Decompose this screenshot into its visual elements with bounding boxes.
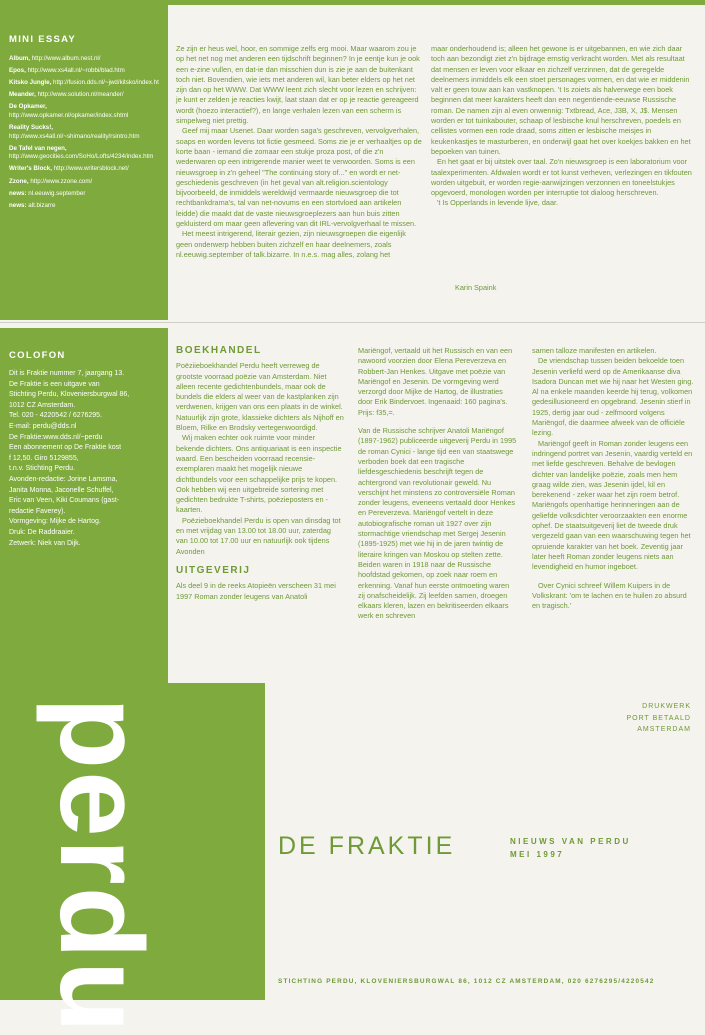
colofon-line: t.n.v. Stichting Perdu. — [9, 465, 76, 473]
link-item[interactable] — [9, 190, 165, 199]
port-betaald-line: PORT BETAALD — [626, 714, 691, 722]
colofon-line: E-mail: perdu@dds.nl — [9, 422, 77, 430]
link-url[interactable]: http://www.zzone.com/ — [30, 177, 93, 185]
link-item[interactable] — [9, 145, 165, 162]
colofon-line: Janita Monna, Jaconelle Schuffel, — [9, 486, 114, 494]
link-item[interactable] — [9, 165, 165, 174]
link-url[interactable]: http://www.xs4all.nl/~shimano/reality/rsintro.htm — [9, 132, 140, 140]
link-name: De Tafel van negen, — [9, 144, 67, 152]
link-name: news: — [9, 189, 27, 197]
masthead-subtitle-block — [510, 835, 631, 861]
uitgeverij-column-3 — [358, 346, 518, 622]
masthead-title: DE FRAKTIE — [278, 832, 456, 860]
link-name: Kitsko Jungle, — [9, 79, 52, 87]
colofon-line: Stichting Perdu, Kloveniersburgwal 86, — [9, 391, 130, 399]
link-item[interactable] — [9, 103, 165, 120]
paragraph: De vriendschap tussen beiden bekoelde toen Jesenin verliefd werd op de Amerikaanse diva Isadora Duncan met wie hij naar het Westen ging. Al na enkele maanden keerde hij terug, volkomen gedesillusioneerd en opgebrand. Jesenin stierf in 1925, dertig jaar oud - zelfmoord volgens Mariëngof, die daarmee afweek van de officiële lezing. — [532, 356, 694, 438]
fold-line — [0, 322, 705, 323]
uitgeverij-column-4 — [532, 346, 694, 611]
essay-column-1 — [176, 44, 422, 260]
colofon-line: Een abonnement op De Fraktie kost — [9, 444, 122, 452]
paragraph: Wij maken echter ook ruimte voor minder bekende dichters. Ons antiquariaat is een inspectie waard. Een bescheiden voorraad recensie-exemplaren maakt het mogelijk nieuwe dichtbundels voor een schappelijke prijs te kopen. Ook hebben wij een uitgebreide sortering met gedichten bedrukte T-shirts, poëzieposters en -kaarten. — [176, 433, 342, 515]
mini-essay-sidebar — [0, 0, 168, 320]
boekhandel-title: BOEKHANDEL — [176, 345, 262, 356]
essay-author: Karin Spaink — [455, 283, 497, 292]
link-url[interactable]: http://www.writersblock.net/ — [53, 165, 129, 173]
link-item[interactable] — [9, 67, 165, 76]
masthead-date: MEI 1997 — [510, 850, 565, 859]
colofon-line: De Fraktie is een uitgave van — [9, 380, 100, 388]
paragraph: maar onderhoudend is; alleen het gewone is er uitgebannen, en wie zich daar toch aan bezondigt ziet z'n bijdrage ernstig verkracht worden. Met als resultaat dat mensen er leven voor elkaar en zichzelf verzinnen, dat de geregelde deelnemers inmiddels elk een stoet personages vormen, en dat wie er middenin valt er geen touw aan kan vastknopen. 't Is zoiets als halverwege een boek beginnen dat meer karakters heeft dan een negentiende-eeuwse Russische roman. De namen zijn al even onwennig: Txtbread, Ace, J3B, X, J$. Mensen worden er tot tuinkabouter, schaap of lesbische knul herschreven, poedels en cellistes vormen een rode draad, soms zitten er lesbische meisjes in keukenkastjes te masturberen, en onderwijl gaat het over koekjes bakken en het bepoeken van tuinen. — [431, 44, 691, 156]
paragraph: Mariëngof, vertaald uit het Russisch en van een nawoord voorzien door Elena Pereverzeva en Robbert-Jan Henkes. Uitgave met poëzie van Mariëngof en Jesenin. De vormgeving werd verzorgd door Mijke de Hartog, de illustraties door Erik Bindervoet. Ingenaaid: 160 pagina's. Prijs: f35,=. — [358, 346, 513, 417]
colofon-line: Tel. 020 - 4220542 / 6276295. — [9, 412, 103, 420]
amsterdam-line: AMSTERDAM — [637, 726, 691, 733]
top-band — [168, 0, 705, 5]
link-url[interactable]: http://www.opkamer.nl/opkamer/index.shtml — [9, 111, 129, 119]
uitgeverij-title: UITGEVERIJ — [176, 564, 251, 576]
link-name: De Opkamer, — [9, 103, 47, 111]
link-name: Album, — [9, 55, 30, 62]
link-url[interactable]: http://www.geocities.com/SoHo/Lofts/4234/index.htm — [9, 153, 154, 161]
paragraph: Mariëngof geeft in Roman zonder leugens een indringend portret van Jesenin, vaardig verteld en met liefde geschreven. Behalve de bevlogen dichter van landelijke poëzie, zoals men hem graag wilde zien, was Jesenin ijdel, kil en berekenend - zeker waar het zijn roem betrof. Mariëngofs openhartige herinneringen aan de geliefde volksdichter veroorzaakten een enorme ophef. De staatsuitgeverij liet de tweede druk vergezeld gaan van een waarschuwing tegen het opruiende karakter van het boek. Zeventig jaar later heeft Roman zonder leugens niets aan levendigheid en humor ingeboet. — [532, 438, 693, 572]
colofon-line: De Fraktie:www.dds.nl/~perdu — [9, 433, 103, 441]
link-url[interactable]: alt.bizarre — [28, 201, 56, 209]
link-name: Meander, — [9, 91, 36, 99]
colofon-line: Vormgeving: Mijke de Hartog. — [9, 518, 101, 526]
perdu-logo: perdu — [35, 697, 167, 1035]
link-url[interactable]: http://www.xs4all.nl/~robbi/blad.htm — [27, 67, 125, 75]
link-item[interactable] — [9, 55, 165, 64]
paragraph: Het meest intrigerend, literair gezien, zijn nieuwsgroepen die eigenlijk geen onderwerp hebben buiten zichzelf en haar deelnemers, zoals nl.eeuwig.september of talk.bizarre. In n.e.s. mag alles, zolang het — [176, 229, 406, 259]
link-url[interactable]: http://www.solution.nl/meander/ — [37, 91, 124, 99]
link-name: Writer's Block, — [9, 165, 52, 173]
link-item[interactable] — [9, 91, 165, 100]
link-name: news: — [9, 201, 27, 209]
link-item[interactable] — [9, 124, 165, 141]
colofon-sidebar — [0, 328, 168, 683]
colofon-text — [9, 369, 165, 549]
paragraph: Poëzieboekhandel Perdu is open van dinsdag tot en met vrijdag van 13.00 tot 18.00 uur, zaterdag van 10.00 tot 17.00 uur en natuurlijk ook tijdens Avonden — [176, 515, 341, 556]
colofon-line: Avonden-redactie: Jorine Lamsma, — [9, 475, 118, 483]
paragraph: 't Is Opperlands in levende lijve, daar. — [437, 198, 559, 208]
link-name: Epos, — [9, 67, 26, 75]
paragraph: samen talloze manifesten en artikelen. — [532, 346, 657, 355]
logo-panel — [0, 683, 265, 1035]
link-item[interactable] — [9, 178, 165, 187]
link-item[interactable] — [9, 202, 165, 211]
colofon-line: redactie Faverey). — [9, 507, 66, 515]
link-list — [9, 55, 165, 214]
paragraph: Poëziieboekhandel Perdu heeft verreweg de grootste voorraad poëzie van Amsterdam. Niet alleen recente gedichtenbundels, maar ook de bundels die elders al weer van de kastplanken zijn verdwenen, krijgen van ons een plaats in de winkel. Natuurlijk zijn grote, klassieke dichters als Nijhoff en Bloem, Rilke en Brodsky vertegenwoordigd. — [176, 361, 344, 433]
colofon-line: Druk: De Raddraaier. — [9, 528, 75, 536]
paragraph: En het gaat er bij uitstek over taal. Zo'n nieuwsgroep is een laboratorium voor taalexperimenten. Afdwalen wordt er tot kunst verheven, verlezingen en tikfouten worden uitgebuit, er worden regie-aanwijzingen verzonnen en toneelstukjes opgevoerd, monologen worden per interruptie tot dialoog herschreven. — [431, 157, 692, 198]
uitgeverij-intro: Als deel 9 in de reeks Atopieën verscheen 31 mei 1997 Roman zonder leugens van Anatoli — [176, 581, 336, 601]
boekhandel-text — [176, 361, 344, 557]
footer-address: STICHTING PERDU, KLOVENIERSBURGWAL 86, 1012 CZ AMSTERDAM, 020 6276295/4220542 — [278, 978, 655, 985]
link-name: Zzone, — [9, 177, 29, 185]
essay-column-2 — [431, 44, 693, 209]
boekhandel-section — [176, 346, 344, 602]
link-url[interactable]: http://fusion.dds.nl/~jwd/kitsko/index.ht — [53, 79, 159, 87]
colofon-line: f 12,50. Giro 5129855, — [9, 454, 79, 462]
link-item[interactable] — [9, 79, 165, 88]
link-url[interactable]: http://www.album.nest.nl/ — [31, 55, 101, 62]
postage-mark — [626, 701, 691, 736]
colofon-line: Dit is Fraktie nummer 7, jaargang 13. — [9, 370, 125, 377]
colofon-line: Eric van Veen, Kiki Coumans (gast- — [9, 497, 120, 505]
paragraph: Over Cynici schreef Willem Kuipers in de Volkskrant: 'om te lachen en te huilen zo absurd en tragisch.' — [532, 580, 687, 611]
mini-essay-title: MINI ESSAY — [9, 34, 77, 45]
link-url[interactable]: nl.eeuwig.september — [28, 189, 86, 197]
paragraph: Geef mij maar Usenet. Daar worden saga's geschreven, vervolgverhalen, soaps en worden levens tot fictie gesmeed. Soms zie je er verhaaltjes op de korte baan - iemand die zomaar een stukje proza post, of die z'n wederwaren op een intrigerende manier weet te verwoorden. Soms is een nieuwsgroep in z'n geheel "The continuing story of..." en wordt er net-geschiedenis geschreven (in het geval van alt.religion.scientology bijvoorbeeld, de inmiddels wereldwijd vermaarde nieuwsgroep die tot rechtbankdrama's, tal van net-novums en een stortvloed aan artikelen leidde) die maakt dat de vaste nieuwsgroeplezers aan hun buis zitten gekluisterd om maar geen aflevering van dit IRL-vervolgverhaal te missen. — [176, 126, 422, 229]
paragraph: Ze zijn er heus wel, hoor, en sommige zelfs erg mooi. Maar waarom zou je op het net nog met anderen een tijdschrift beginnen? In je eentje kun je ook een e-zine vullen, en dat-ie dan misschien dun is zie je aan de buitenkant toch niet. Bovendien, wie iets met anderen wil, kan beter elders op het net zijn dan op het WWW. Dat WWW leent zich slecht voor lezen en schrijven: je kunt er zelden je reacties kwijt, laat staan dat er op je reactie gereageerd wordt (hoezo interactief?), en lange verhalen lezen van een scherm is simpelweg niet prettig. — [176, 44, 420, 126]
drukwerk-line: DRUKWERK — [642, 703, 691, 710]
masthead-subtitle: NIEUWS VAN PERDU — [510, 837, 631, 846]
colofon-line: 1012 CZ Amsterdam. — [9, 401, 76, 409]
colofon-line: Zetwerk: Niek van Dijk. — [9, 539, 81, 547]
link-name: Reality Sucks!, — [9, 124, 54, 132]
colofon-title: COLOFON — [9, 350, 66, 361]
paragraph: Van de Russische schrijver Anatoli Mariëngof (1897-1962) publiceerde uitgeverij Perdu in 1995 de roman Cynici - lange tijd een van staatswege verboden boek dat een tragische liefdesgeschiedenis beschrijft tegen de achtergrond van revolutionair geweld. Nu verschijnt het minstens zo controversiële Roman zonder leugens, eveneens vertaald door Henkes en Pereverzeva. Mariëngof vertelt in deze autobiografische roman uit 1927 over zijn stormachtige vriendschap met Sergej Jesenin (1895-1925) met wie hij in de jaren twintig de literaire kringen van Moskou op stelten zette. Beiden waren in 1918 naar de Russische hoofdstad gekomen, op zoek naar roem en erkenning. Vanaf hun eerste ontmoeting waren zij onafscheidelijk. Zij leefden samen, droegen elkaars kleren, lazen en bekritiseerden elkaars werk en schreven — [358, 426, 517, 621]
